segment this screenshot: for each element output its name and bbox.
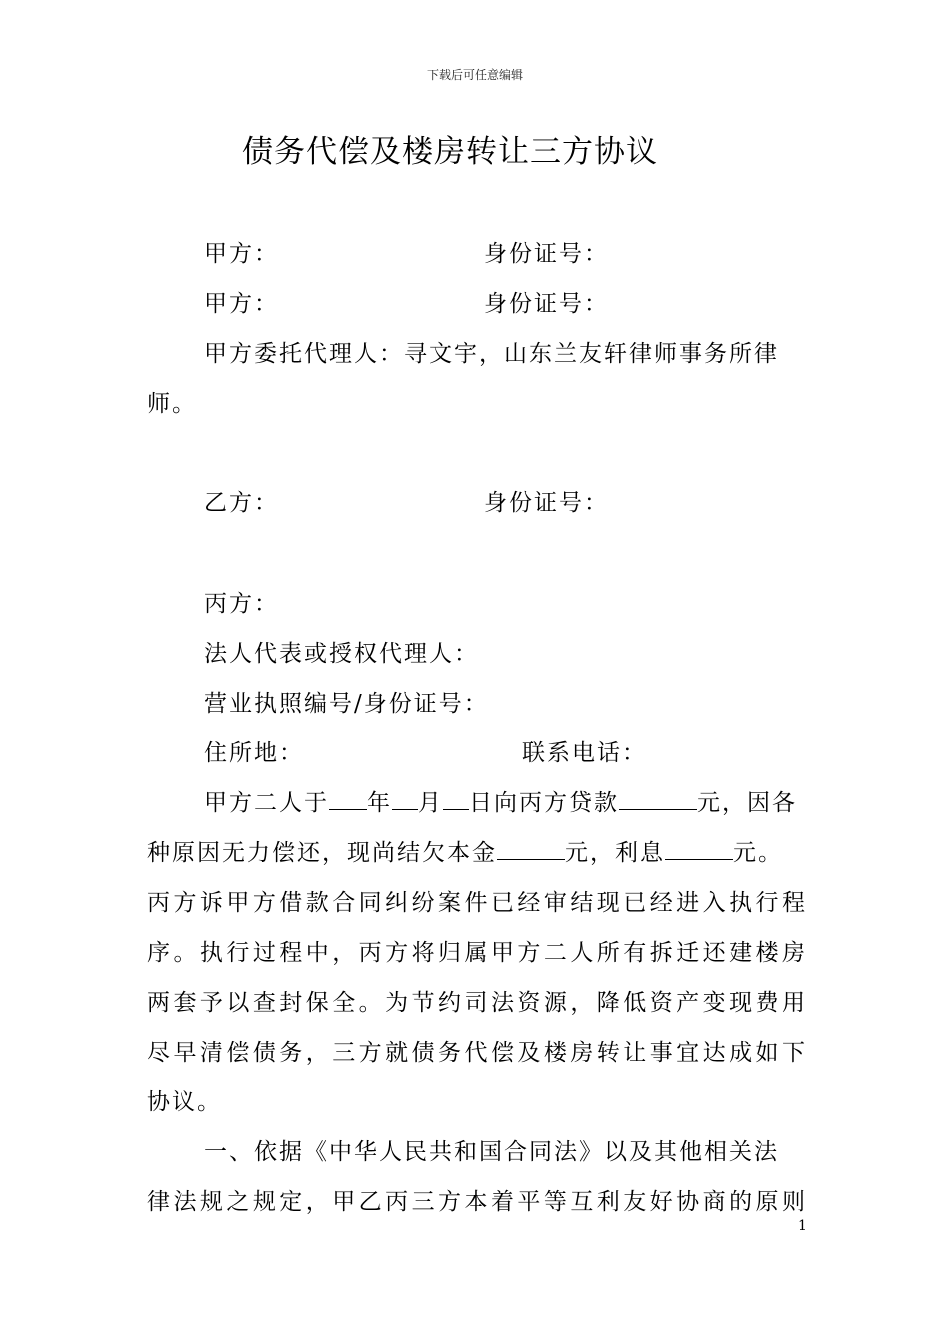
party-yi-label: 乙方：	[204, 490, 279, 516]
agent-line-1: 甲方委托代理人：寻文宇，山东兰友轩律师事务所律	[204, 341, 779, 367]
interest-text: 元，利息	[565, 840, 665, 866]
body-paragraph-line-5: 两套予以查封保全。为节约司法资源，降低资产变现费用	[147, 990, 807, 1016]
principal-text: 种原因无力偿还，现尚结欠本金	[147, 840, 497, 866]
blank-interest	[665, 837, 733, 860]
body-paragraph-line-4: 序。执行过程中，丙方将归属甲方二人所有拆迁还建楼房	[147, 940, 807, 966]
page-header-note: 下载后可任意编辑	[426, 68, 523, 82]
loan-text: 日向丙方贷款	[469, 790, 619, 816]
page-number: 1	[798, 1218, 807, 1234]
party-bing-representative-label: 法人代表或授权代理人：	[204, 641, 479, 667]
party-jia-2-label: 甲方：	[204, 291, 279, 317]
party-bing-label: 丙方：	[204, 591, 279, 617]
month-label: 月	[418, 790, 443, 816]
agent-line-2: 师。	[147, 391, 197, 417]
body-paragraph-line-6: 尽早清偿债务，三方就债务代偿及楼房转让事宜达成如下	[147, 1040, 807, 1066]
clause-1-line-1: 一、依据《中华人民共和国合同法》以及其他相关法	[204, 1139, 779, 1165]
year-label: 年	[367, 790, 392, 816]
blank-loan-amount	[619, 787, 697, 810]
party-jia-1-id-label: 身份证号：	[484, 241, 609, 267]
body-paragraph-line-2	[147, 834, 783, 867]
party-jia-2-id-label: 身份证号：	[484, 291, 609, 317]
document-title: 债务代偿及楼房转让三方协议	[242, 134, 658, 170]
blank-principal	[497, 837, 565, 860]
body-paragraph-line-3: 丙方诉甲方借款合同纠纷案件已经审结现已经进入执行程	[147, 890, 807, 916]
party-jia-1-label: 甲方：	[204, 241, 279, 267]
interest-suffix: 元。	[733, 840, 783, 866]
blank-month	[392, 787, 418, 810]
party-bing-address-label: 住所地：	[204, 740, 304, 766]
blank-year	[329, 787, 367, 810]
clause-1-line-2: 律法规之规定，甲乙丙三方本着平等互利友好协商的原则	[147, 1189, 807, 1215]
loan-suffix: 元，因各	[697, 790, 797, 816]
party-yi-id-label: 身份证号：	[484, 490, 609, 516]
party-bing-license-label: 营业执照编号/身份证号：	[204, 691, 489, 717]
loan-date-prefix: 甲方二人于	[204, 790, 329, 816]
body-paragraph-line-7: 协议。	[147, 1089, 222, 1115]
body-paragraph-line-1	[204, 784, 797, 817]
party-bing-phone-label: 联系电话：	[522, 740, 647, 766]
blank-day	[443, 787, 469, 810]
